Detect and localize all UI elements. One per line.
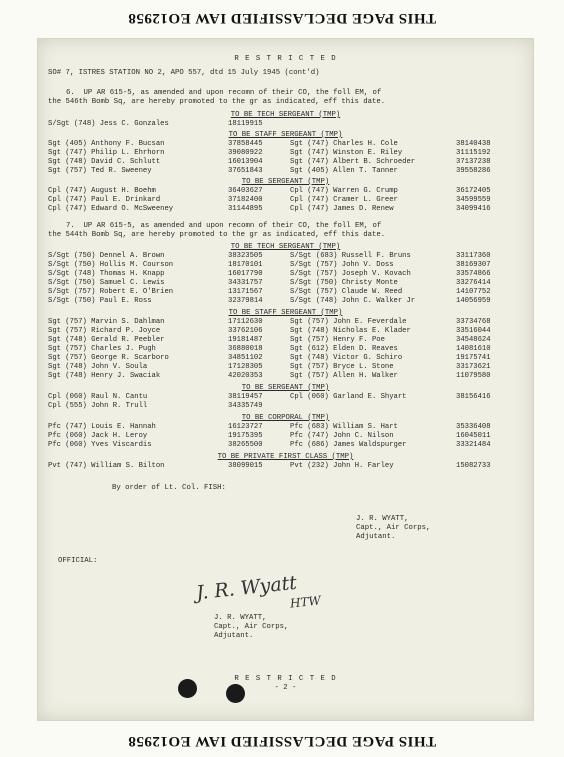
heading-tech-sergeant-2: TO BE TECH SERGEANT (TMP) xyxy=(230,243,341,251)
table-row: Sgt (747) Philip L. Ehrhorn 39080922 Sgt (747) Winston E. Riley 31115192 xyxy=(48,149,491,157)
official-title: Adjutant. xyxy=(214,632,254,640)
heading-staff-sergeant-2: TO BE STAFF SERGEANT (TMP) xyxy=(228,309,343,317)
table-row: Cpl (555) John R. Trull 34335749 xyxy=(48,402,263,410)
order-line: By order of Lt. Col. FISH: xyxy=(112,484,226,492)
table-row: S/Sgt (750) Samuel C. Lewis 34331757 S/Sgt (750) Christy Monte 33276414 xyxy=(48,279,491,287)
table-row: S/Sgt (750) Hollis M. Courson 18170101 S/Sgt (757) John V. Doss 38169307 xyxy=(48,261,491,269)
table-row: Cpl (747) Edward O. McSweeney 31144895 Cpl (747) James D. Renew 34099416 xyxy=(48,205,491,213)
table-row: Sgt (748) David C. Schlutt 16013904 Sgt (747) Albert B. Schroeder 37137238 xyxy=(48,158,491,166)
official-rank: Capt., Air Corps, xyxy=(214,623,289,631)
table-row: Sgt (757) George R. Scarboro 34851102 Sgt (748) Victor G. Schiro 19175741 xyxy=(48,354,491,362)
table-row: Cpl (060) Raul N. Cantu 38119457 Cpl (060) Garland E. Shyart 38156416 xyxy=(48,393,491,401)
official-name: J. R. WYATT, xyxy=(214,614,267,622)
para6-line2: the 546th Bomb Sq, are hereby promoted to the gr as indicated, eff this date. xyxy=(48,98,386,106)
heading-private-first-class: TO BE PRIVATE FIRST CLASS (TMP) xyxy=(217,453,354,461)
special-order-line: SO# 7, ISTRES STATION NO 2, APO 557, dtd 15 July 1945 (cont'd) xyxy=(48,69,320,77)
heading-tech-sergeant-1: TO BE TECH SERGEANT (TMP) xyxy=(230,111,341,119)
adjutant-rank: Capt., Air Corps, xyxy=(356,524,431,532)
para7-line1: 7. UP AR 615-5, as amended and upon recomn of their CO, the foll EM, of xyxy=(66,222,382,230)
document-sheet xyxy=(37,38,534,721)
declassified-banner-bottom: THIS PAGE DECLASSIFIED IAW EO12958 xyxy=(127,733,437,749)
table-row: Pfc (060) Jack H. Leroy 19175395 Pfc (747) John C. Nilson 16045011 xyxy=(48,432,491,440)
signature-initials: HTW xyxy=(289,593,322,611)
classification-footer: R E S T R I C T E D xyxy=(234,675,337,683)
table-row: S/Sgt (757) Robert E. O'Brien 13171567 S/Sgt (757) Claude W. Reed 14107752 xyxy=(48,288,491,296)
table-row: Pfc (060) Yves Viscardis 38265500 Pfc (686) James Waldspurger 33321484 xyxy=(48,441,491,449)
adjutant-title: Adjutant. xyxy=(356,533,396,541)
table-row: Pfc (747) Louis E. Hannah 16123727 Pfc (683) William S. Hart 35336408 xyxy=(48,423,491,431)
table-row: Cpl (747) Paul E. Drinkard 37182400 Cpl (747) Cramer L. Greer 34599559 xyxy=(48,196,491,204)
heading-sergeant-1: TO BE SERGEANT (TMP) xyxy=(241,178,330,186)
heading-staff-sergeant-1: TO BE STAFF SERGEANT (TMP) xyxy=(228,131,343,139)
adjutant-name: J. R. WYATT, xyxy=(356,515,409,523)
official-label: OFFICIAL: xyxy=(58,557,98,565)
para6-line1: 6. UP AR 615-5, as amended and upon recomn of their CO, the foll EM, of xyxy=(66,89,382,97)
page-number: - 2 - xyxy=(274,684,297,692)
heading-corporal: TO BE CORPORAL (TMP) xyxy=(241,414,330,422)
classification-header: R E S T R I C T E D xyxy=(234,55,337,63)
heading-sergeant-2: TO BE SERGEANT (TMP) xyxy=(241,384,330,392)
table-row: Sgt (757) Marvin S. Dahlman 17112630 Sgt (757) John E. Feverdale 33734768 xyxy=(48,318,491,326)
table-row: Sgt (748) Henry J. Swaciak 42020353 Sgt (757) Allen H. Walker 11079580 xyxy=(48,372,491,380)
table-row: S/Sgt (750) Paul E. Ross 32379814 S/Sgt (748) John C. Walker Jr 14056959 xyxy=(48,297,491,305)
table-row: Sgt (405) Anthony F. Bucsan 37858445 Sgt (747) Charles H. Cole 38140438 xyxy=(48,140,491,148)
table-row: Sgt (757) Ted R. Sweeney 37651843 Sgt (405) Allen T. Tanner 39558286 xyxy=(48,167,491,175)
table-row: S/Sgt (748) Thomas H. Knapp 16017790 S/Sgt (757) Joseph V. Kovach 33574866 xyxy=(48,270,491,278)
table-row: S/Sgt (750) Dennel A. Brown 38323505 S/Sgt (683) Russell F. Bruns 33117360 xyxy=(48,252,491,260)
declassified-banner-top: THIS PAGE DECLASSIFIED IAW EO12958 xyxy=(127,10,437,26)
table-row: Pvt (747) William S. Bilton 38099015 Pvt (232) John H. Farley 15082733 xyxy=(48,462,491,470)
table-row: Sgt (748) Gerald R. Peebler 19181487 Sgt (757) Henry F. Poe 34548624 xyxy=(48,336,491,344)
table-row: Cpl (747) August H. Boehm 36403627 Cpl (747) Warren G. Crump 36172405 xyxy=(48,187,491,195)
para7-line2: the 544th Bomb Sq, are hereby promoted to the gr as indicated, eff this date. xyxy=(48,231,386,239)
table-row: Sgt (757) Richard P. Joyce 33762106 Sgt (748) Nicholas E. Klader 33516044 xyxy=(48,327,491,335)
table-row: Sgt (757) Charles J. Pugh 36880018 Sgt (612) Elden D. Reaves 14081610 xyxy=(48,345,491,353)
table-row: Sgt (748) John V. Soula 17128305 Sgt (757) Bryce L. Stone 33173621 xyxy=(48,363,491,371)
table-row: S/Sgt (748) Jess C. Gonzales 18119915 xyxy=(48,120,263,128)
signature: J. R. Wyatt xyxy=(195,571,298,605)
